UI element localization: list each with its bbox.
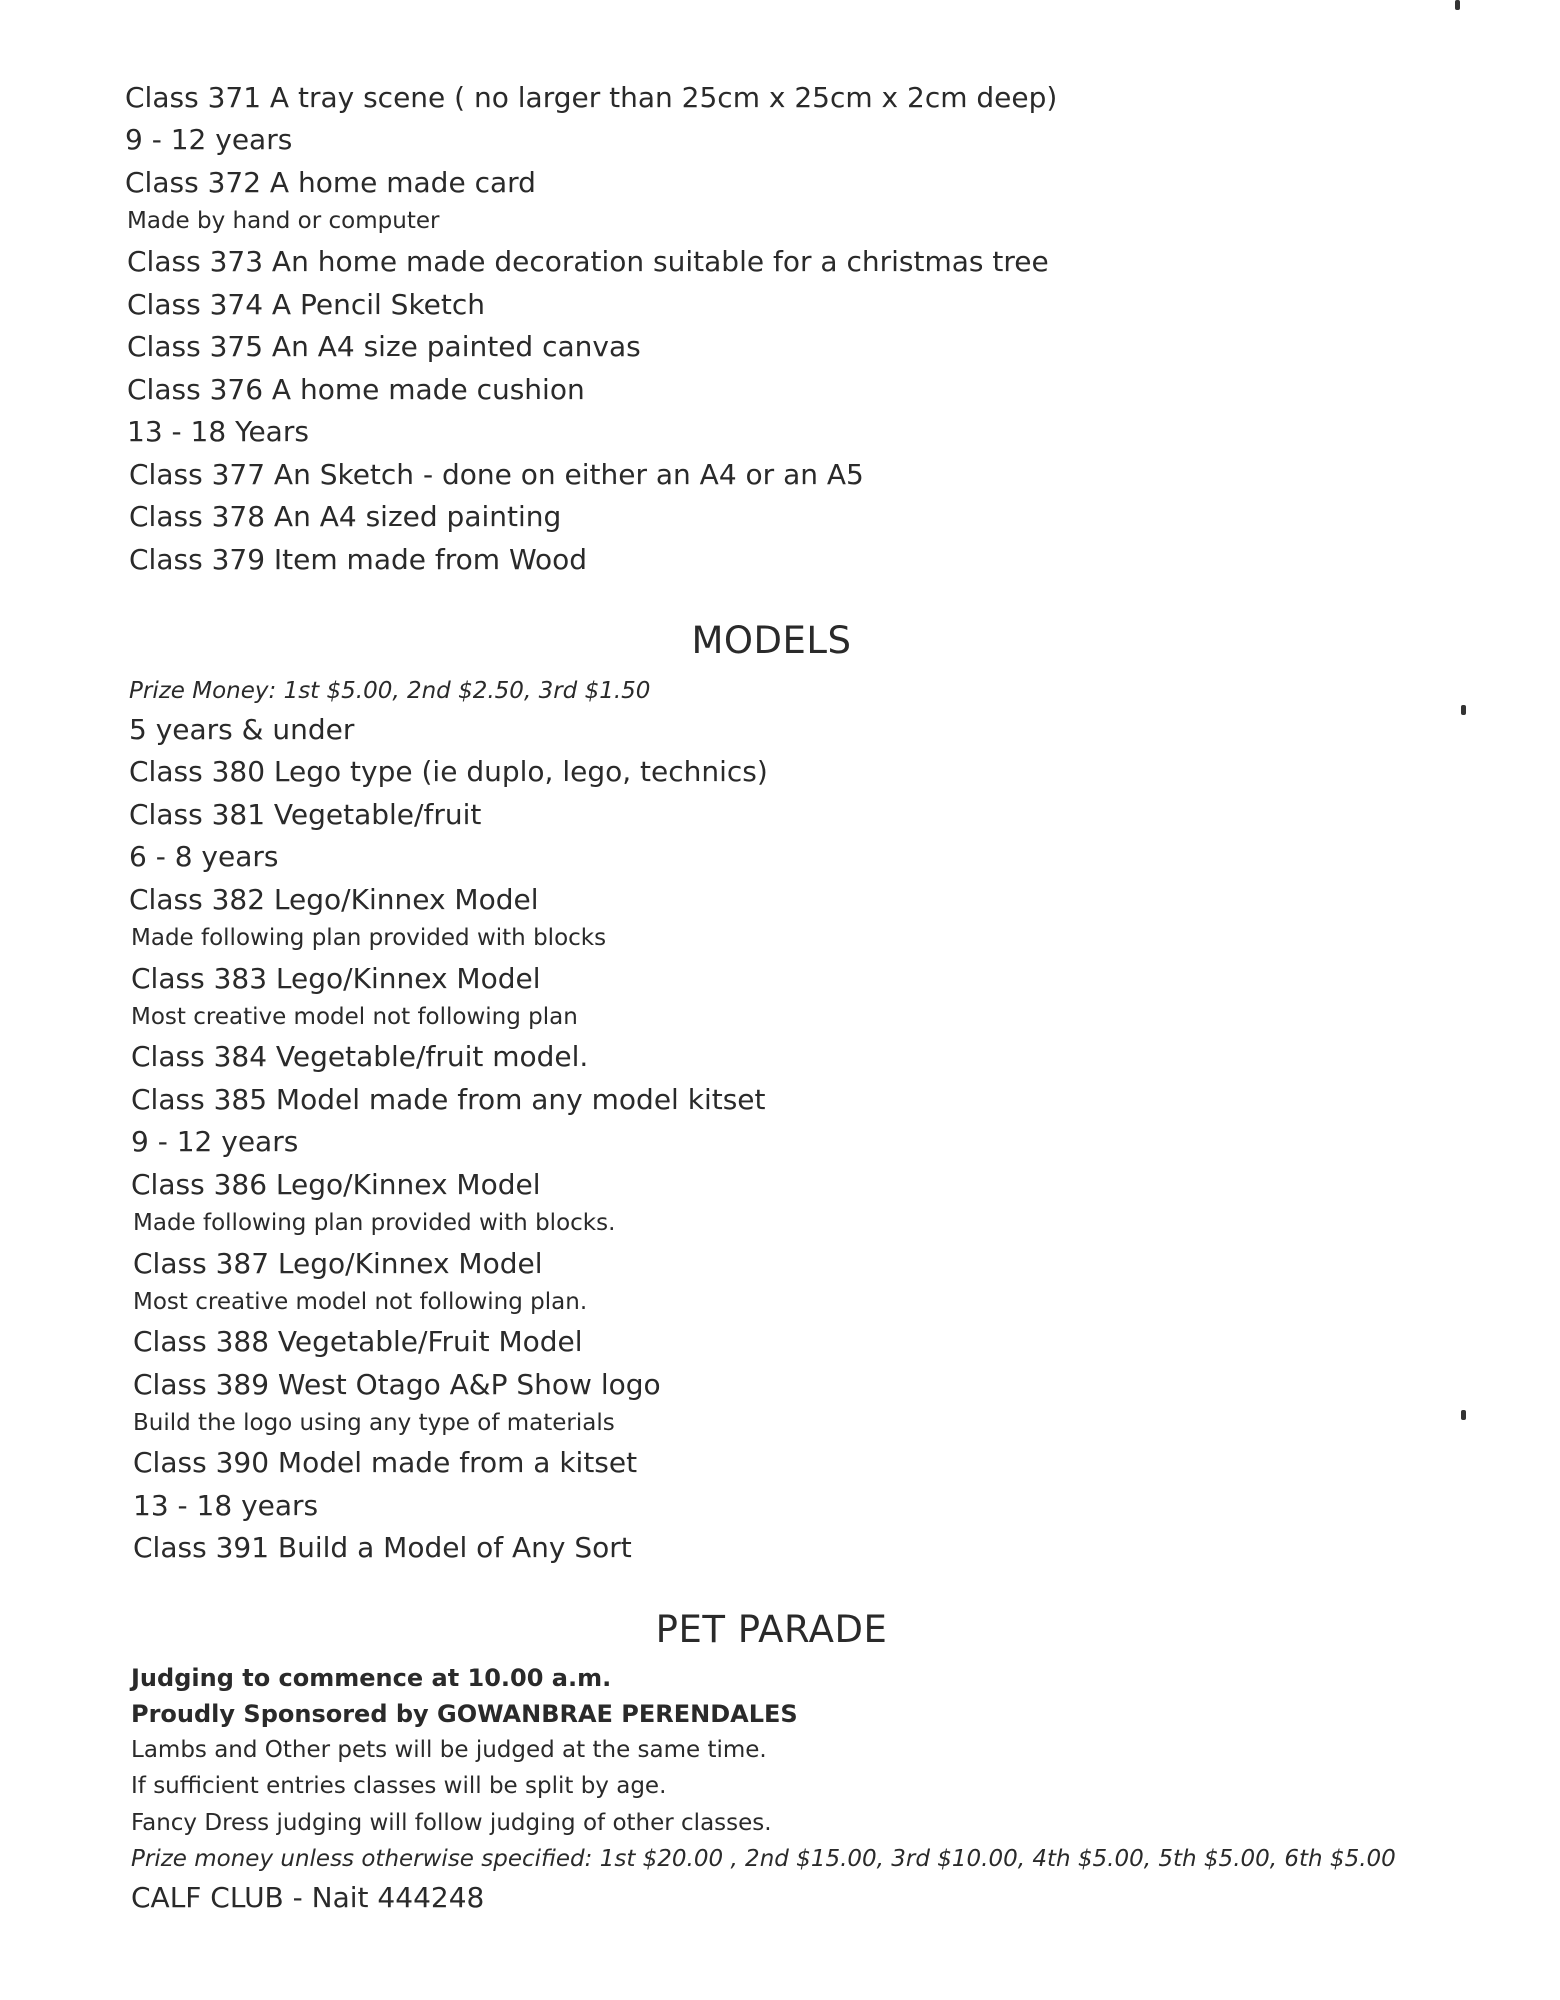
models-heading: MODELS — [691, 619, 852, 662]
age-group: 6 - 8 years — [129, 840, 279, 873]
class-note: Most creative model not following plan — [131, 1004, 578, 1030]
age-group: 9 - 12 years — [131, 1125, 299, 1158]
class-line: Class 381 Vegetable/fruit — [129, 798, 482, 831]
class-line: Class 384 Vegetable/fruit model. — [131, 1040, 589, 1073]
age-group: 13 - 18 years — [133, 1489, 319, 1522]
judging-time: Judging to commence at 10.00 a.m. — [131, 1664, 612, 1692]
class-line: Class 389 West Otago A&P Show logo — [133, 1368, 661, 1401]
class-line: Class 371 A tray scene ( no larger than 25cm x 25cm x 2cm deep) — [125, 81, 1058, 114]
pet-parade-heading: PET PARADE — [655, 1608, 888, 1651]
class-line: Class 387 Lego/Kinnex Model — [133, 1247, 543, 1280]
class-line: Class 386 Lego/Kinnex Model — [131, 1168, 541, 1201]
age-group: 9 - 12 years — [125, 123, 293, 156]
age-group: 13 - 18 Years — [127, 415, 309, 448]
class-line: Class 378 An A4 sized painting — [129, 500, 562, 533]
class-note: Made following plan provided with blocks — [131, 925, 607, 951]
class-line: Class 377 An Sketch - done on either an A4 or an A5 — [129, 458, 864, 491]
scan-mark — [1461, 705, 1466, 715]
class-note: Build the logo using any type of materials — [133, 1410, 615, 1436]
class-line: Class 385 Model made from any model kitset — [131, 1083, 766, 1116]
scan-mark — [1461, 1410, 1466, 1420]
class-line: Class 373 An home made decoration suitable for a christmas tree — [127, 245, 1049, 278]
class-note: Most creative model not following plan. — [133, 1289, 588, 1315]
models-prize-money: Prize Money: 1st $5.00, 2nd $2.50, 3rd $1.50 — [129, 678, 651, 704]
scan-mark — [1455, 0, 1460, 10]
pet-note: Lambs and Other pets will be judged at the same time. — [131, 1737, 767, 1763]
class-line: Class 388 Vegetable/Fruit Model — [133, 1325, 583, 1358]
sponsor-line: Proudly Sponsored by GOWANBRAE PERENDALES — [131, 1700, 798, 1728]
pet-note: If sufficient entries classes will be split by age. — [131, 1773, 667, 1799]
class-note: Made following plan provided with blocks. — [133, 1210, 616, 1236]
class-line: Class 376 A home made cushion — [127, 373, 585, 406]
pet-prize-money: Prize money unless otherwise specified: 1st $20.00 , 2nd $15.00, 3rd $10.00, 4th $5.00, 5th $5.00, 6th $5.00 — [131, 1846, 1396, 1872]
class-line: Class 391 Build a Model of Any Sort — [133, 1531, 632, 1564]
class-line: Class 380 Lego type (ie duplo, lego, technics) — [129, 755, 768, 788]
class-line: Class 382 Lego/Kinnex Model — [129, 883, 539, 916]
pet-note: Fancy Dress judging will follow judging of other classes. — [131, 1810, 772, 1836]
class-line: Class 374 A Pencil Sketch — [127, 288, 486, 321]
age-group: 5 years & under — [129, 713, 355, 746]
class-line: Class 372 A home made card — [125, 166, 536, 199]
calf-club-line: CALF CLUB - Nait 444248 — [131, 1881, 485, 1914]
class-line: Class 390 Model made from a kitset — [133, 1446, 638, 1479]
class-line: Class 379 Item made from Wood — [129, 543, 588, 576]
class-line: Class 375 An A4 size painted canvas — [127, 330, 641, 363]
class-note: Made by hand or computer — [127, 208, 440, 234]
class-line: Class 383 Lego/Kinnex Model — [131, 962, 541, 995]
